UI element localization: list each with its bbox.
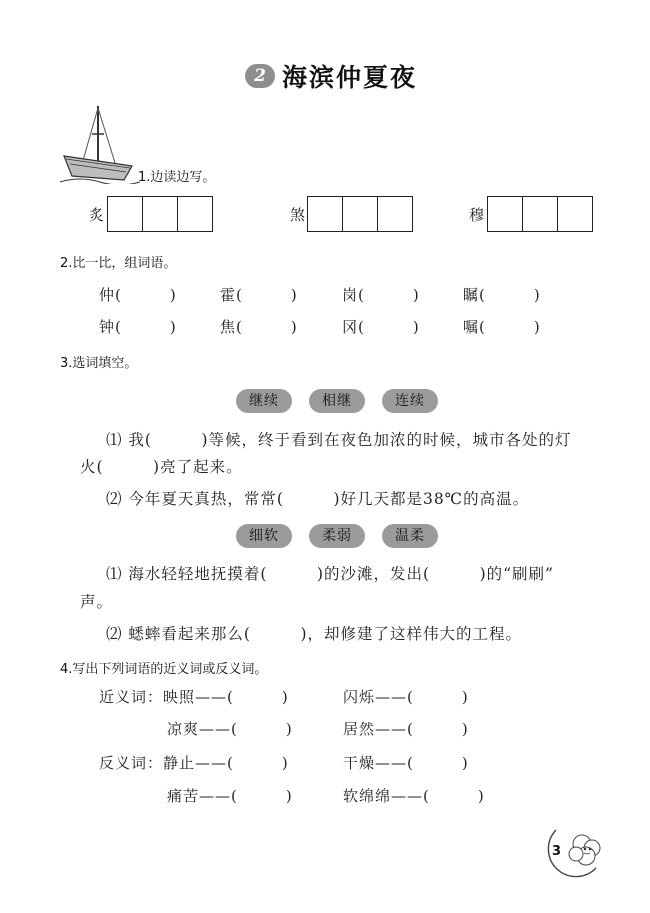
- q4-heading: 4.写出下列词语的近义词或反义词。: [60, 662, 268, 677]
- writing-boxes-2[interactable]: [307, 196, 413, 232]
- compare-item: 仲( ): [99, 286, 177, 304]
- word-pair: 软绵绵——( ): [343, 787, 485, 805]
- char-label-2: 煞: [290, 206, 306, 224]
- fill-sentence: 火( )亮了起来。: [80, 458, 243, 476]
- fill-sentence: 声。: [80, 593, 114, 611]
- word-option: 相继: [309, 389, 365, 413]
- writing-boxes-1[interactable]: [107, 196, 213, 232]
- q3-heading: 3.选词填空。: [60, 356, 138, 371]
- compare-item: 瞩( ): [463, 286, 541, 304]
- compare-item: 嘱( ): [463, 318, 541, 336]
- word-pair: 干燥——( ): [343, 754, 469, 772]
- word-pair: 凉爽——( ): [167, 720, 293, 738]
- word-option: 细软: [236, 524, 292, 548]
- word-option: 柔弱: [309, 524, 365, 548]
- word-pair: 近义词：映照——( ): [99, 688, 289, 706]
- word-pair: 反义词：静止——( ): [99, 754, 289, 772]
- sailboat-icon: [60, 104, 140, 184]
- writing-box[interactable]: [558, 197, 592, 231]
- writing-box[interactable]: [143, 197, 178, 231]
- compare-item: 岗( ): [342, 286, 420, 304]
- writing-box[interactable]: [108, 197, 143, 231]
- char-label-3: 穆: [469, 206, 485, 224]
- writing-boxes-3[interactable]: [487, 196, 593, 232]
- page-title: 海滨仲夏夜: [282, 63, 418, 92]
- word-pair: 居然——( ): [343, 720, 469, 738]
- word-option: 继续: [236, 389, 292, 413]
- fill-sentence: ⑵ 今年夏天真热，常常( )好几天都是38℃的高温。: [106, 490, 530, 508]
- char-label-1: 炙: [89, 206, 105, 224]
- compare-item: 霍( ): [220, 286, 298, 304]
- writing-box[interactable]: [343, 197, 378, 231]
- word-pair: 闪烁——( ): [343, 688, 469, 706]
- writing-box[interactable]: [308, 197, 343, 231]
- writing-box[interactable]: [523, 197, 558, 231]
- q1-heading: 1.边读边写。: [138, 170, 216, 185]
- compare-item: 焦( ): [220, 318, 298, 336]
- q2-heading: 2.比一比，组词语。: [60, 256, 177, 271]
- word-option: 温柔: [382, 524, 438, 548]
- page-number: 3: [552, 844, 562, 859]
- sheep-moon-icon: [538, 822, 608, 882]
- word-pair: 痛苦——( ): [167, 787, 293, 805]
- writing-box[interactable]: [178, 197, 212, 231]
- compare-item: 冈( ): [342, 318, 420, 336]
- fill-sentence: ⑵ 蟋蟀看起来那么( )，却修建了这样伟大的工程。: [106, 625, 523, 643]
- lesson-number-badge: 2: [245, 64, 275, 88]
- writing-box[interactable]: [378, 197, 412, 231]
- fill-sentence: ⑴ 我( )等候，终于看到在夜色加浓的时候，城市各处的灯: [106, 431, 572, 449]
- compare-item: 钟( ): [99, 318, 177, 336]
- writing-box[interactable]: [488, 197, 523, 231]
- fill-sentence: ⑴ 海水轻轻地抚摸着( )的沙滩，发出( )的“刷刷”: [106, 565, 554, 583]
- word-option: 连续: [382, 389, 438, 413]
